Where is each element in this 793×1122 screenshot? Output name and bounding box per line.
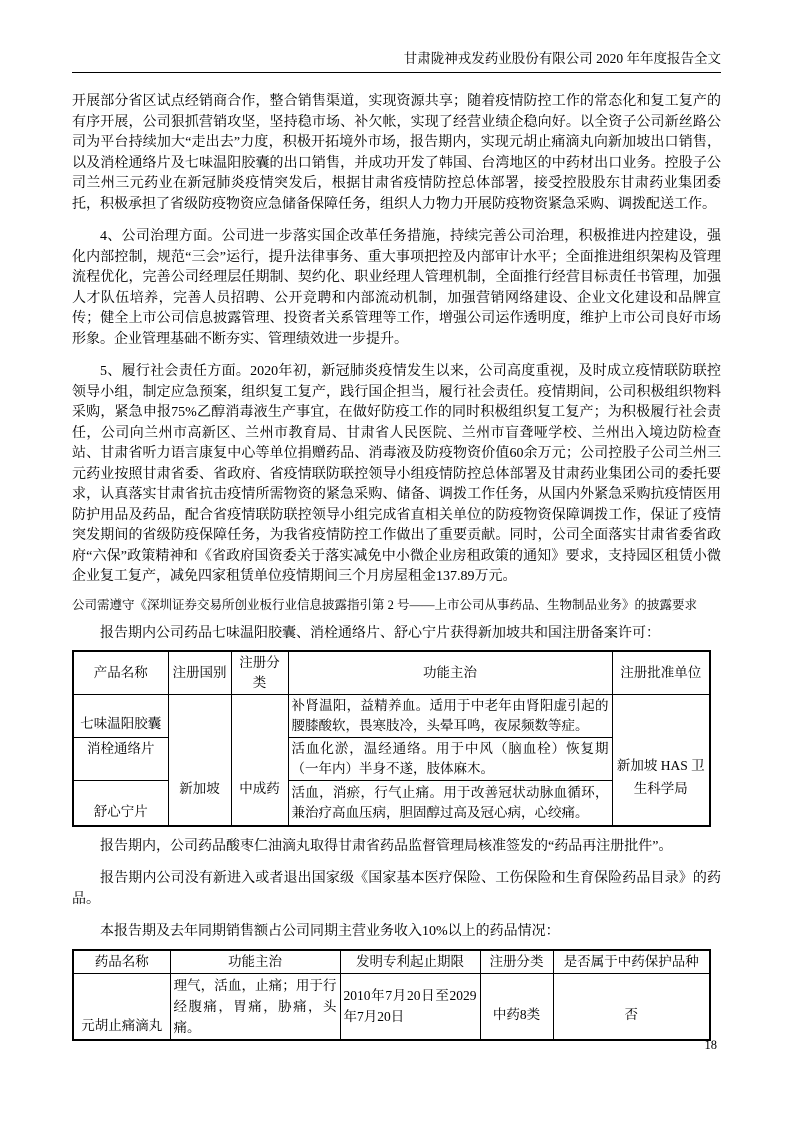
product-name-cell: 七味温阳胶囊 [73, 695, 168, 738]
col-header-registration-class: 注册分类 [480, 950, 553, 974]
col-header-tcm-protection: 是否属于中药保护品种 [553, 950, 710, 974]
col-header-drug-name: 药品名称 [73, 950, 170, 974]
registration-country-cell: 新加坡 [168, 695, 231, 826]
table-header-row [73, 950, 710, 974]
major-drug-table [72, 949, 711, 1041]
drug-name-cell: 元胡止痛滴丸 [73, 973, 170, 1040]
paragraph-insurance-catalog: 报告期内公司没有新进入或者退出国家级《国家基本医疗保险、工伤保险和生育保险药品目录》的药品。 [72, 871, 721, 907]
product-name-cell: 消栓通络片 [73, 738, 168, 781]
report-header-title: 甘肃陇神戎发药业股份有限公司 2020 年年度报告全文 [72, 50, 721, 73]
page-number: 18 [704, 1038, 717, 1052]
col-header-indications: 功能主治 [170, 950, 340, 974]
col-header-indications: 功能主治 [288, 651, 612, 695]
singapore-registration-table [72, 650, 711, 827]
paragraph-reregistration-approval: 报告期内，公司药品酸枣仁油滴丸取得甘肃省药品监督管理局核准签发的“药品再注册批件”。 [100, 838, 673, 854]
table2-intro: 本报告期及去年同期销售额占公司同期主营业务收入10%以上的药品情况： [100, 924, 560, 939]
table1-intro: 报告期内公司药品七味温阳胶囊、消栓通络片、舒心宁片获得新加坡共和国注册备案许可： [100, 625, 660, 641]
approval-unit-cell: 新加坡 HAS 卫生科学局 [612, 695, 710, 826]
indication-cell: 理气，活血，止痛；用于行经腹痛，胃痛，胁痛，头痛。 [170, 973, 340, 1040]
col-header-product-name: 产品名称 [73, 651, 168, 695]
disclosure-requirement-note: 公司需遵守《深圳证券交易所创业板行业信息披露指引第 2 号——上市公司从事药品、生物制品业务》的披露要求 [72, 597, 698, 612]
paragraph-business-operations: 开展部分省区试点经销商合作，整合销售渠道，实现资源共享；随着疫情防控工作的常态化和复工复产的有序开展，公司狠抓营销攻坚，坚持稳市场、补欠帐，实现了经营业绩企稳向好。以全资子公司新丝路公司为平台持续加大“走出去”力度，积极开拓境外市场，报告期内，实现元胡止痛滴丸向新加坡出口销售，以及消栓通络片及七味温阳胶囊的出口销售，并成功开发了韩国、台湾地区的中药材出口业务。控股子公司兰州三元药业在新冠肺炎疫情突发后，根据甘肃省疫情防控总体部署，接受控股股东甘肃药业集团委托，积极承担了省级防疫物资应急储备保障任务，组织人力物力开展防疫物资紧急采购、调拨配送工作。 [72, 94, 721, 212]
tcm-protection-cell: 否 [553, 973, 710, 1040]
col-header-registration-country: 注册国别 [168, 651, 231, 695]
table-row [73, 695, 710, 738]
indication-cell: 活血化淤，温经通络。用于中风（脑血栓）恢复期（一年内）半身不遂，肢体麻木。 [288, 738, 612, 781]
product-name-cell: 舒心宁片 [73, 781, 168, 826]
paragraph-corporate-governance: 4、公司治理方面。公司进一步落实国企改革任务措施，持续完善公司治理，积极推进内控建设，强化内部控制，规范“三会”运行，提升法律事务、重大事项把控及内部审计水平；全面推进组织架构及管理流程优化，完善公司经理层任期制、契约化、职业经理人管理机制，全面推行经营目标责任书管理，加强人才队伍培养，完善人员招聘、公开竞聘和内部流动机制，加强营销网络建设、企业文化建设和品牌宣传；健全上市公司信息披露管理、投资者关系管理等工作，增强公司运作透明度，维护上市公司良好市场形象。企业管理基础不断夯实、管理绩效进一步提升。 [72, 229, 721, 347]
indication-cell: 活血，消瘀，行气止痛。用于改善冠状动脉血循环，兼治疗高血压病，胆固醇过高及冠心病，心绞痛。 [288, 781, 612, 826]
col-header-approval-unit: 注册批准单位 [612, 651, 710, 695]
registration-class-cell: 中成药 [231, 695, 288, 826]
indication-cell: 补肾温阳，益精养血。适用于中老年由肾阳虚引起的腰膝酸软，畏寒肢冷，头晕耳鸣，夜尿频数等症。 [288, 695, 612, 738]
paragraph-social-responsibility: 5、履行社会责任方面。2020年初，新冠肺炎疫情发生以来，公司高度重视，及时成立疫情联防联控领导小组，制定应急预案，组织复工复产，践行国企担当，履行社会责任。疫情期间，公司积极组织物料采购，紧急申报75%乙醇消毒液生产事宜，在做好防疫工作的同时积极组织复工复产；为积极履行社会责任，公司向兰州市高新区、兰州市教育局、甘肃省人民医院、兰州市盲聋哑学校、兰州出入境边防检查站、甘肃省听力语言康复中心等单位捐赠药品、消毒液及防疫物资价值60余万元；公司控股子公司兰州三元药业按照甘肃省委、省政府、省疫情联防联控领导小组疫情防控总体部署及甘肃药业集团公司的委托要求，认真落实甘肃省抗击疫情所需物资的紧急采购、储备、调拨工作任务，从国内外紧急采购抗疫情医用防护用品及药品，配合省疫情联防联控领导小组完成省直相关单位的防疫物资保障调拨工作，保证了疫情突发期间的省级防疫保障任务，为我省疫情防控工作做出了重要贡献。同时，公司全面落实甘肃省委省政府“六保”政策精神和《省政府国资委关于落实减免中小微企业房租政策的通知》要求，支持园区租赁小微企业复工复产，减免四家租赁单位疫情期间三个月房屋租金137.89万元。 [72, 364, 721, 584]
table-row [73, 973, 710, 1040]
registration-class-cell: 中药8类 [480, 973, 553, 1040]
patent-term-cell: 2010年7月20日至2029年7月20日 [340, 973, 480, 1040]
table-header-row [73, 651, 710, 695]
col-header-patent-term: 发明专利起止期限 [340, 950, 480, 974]
col-header-registration-class: 注册分类 [231, 651, 288, 695]
